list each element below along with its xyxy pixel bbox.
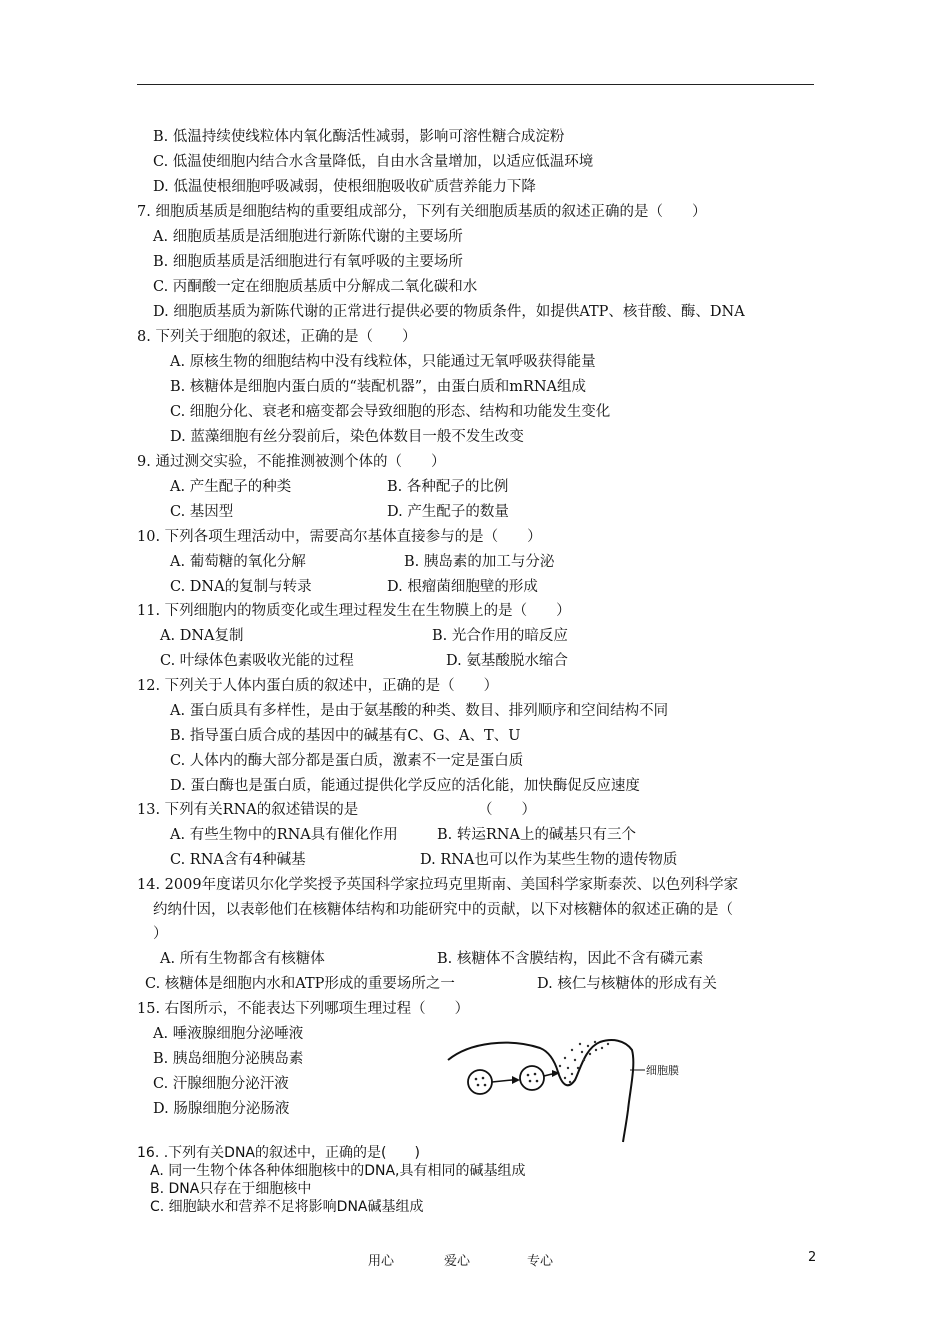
page-number: 2 [808,1250,817,1265]
cell-membrane-outline [448,1040,633,1142]
secretion-diagram [440,1030,679,1142]
text-line: B. 细胞质基质是活细胞进行有氧呼吸的主要场所 [153,254,463,270]
text-line: C. 人体内的酶大部分都是蛋白质，激素不一定是蛋白质 [170,753,524,769]
text-line: C. 低温使细胞内结合水含量降低，自由水含量增加，以适应低温环境 [153,154,594,170]
text-line: 7. 细胞质基质是细胞结构的重要组成部分，下列有关细胞质基质的叙述正确的是（ ） [137,204,707,220]
text-line: C. 叶绿体色素吸收光能的过程 [160,653,354,669]
membrane-label: 细胞膜 [646,1064,679,1077]
arrow-1 [492,1080,512,1082]
text-line: 16. .下列有关DNA的叙述中，正确的是( ) [137,1145,420,1161]
text-line: C. 核糖体是细胞内水和ATP形成的重要场所之一 [145,976,455,992]
text-line: A. 唾液腺细胞分泌唾液 [153,1026,304,1042]
text-line: A. 同一生物个体各种体细胞核中的DNA,具有相同的碱基组成 [150,1163,526,1179]
text-line: D. 产生配子的数量 [387,504,509,520]
secreted-material [559,1041,609,1083]
text-line: C. 细胞缺水和营养不足将影响DNA碱基组成 [150,1199,424,1215]
text-line: B. 指导蛋白质合成的基因中的碱基有C、G、A、T、U [170,728,521,744]
text-line: D. 氨基酸脱水缩合 [446,653,568,669]
text-line: A. 产生配子的种类 [170,479,292,495]
text-line: D. 核仁与核糖体的形成有关 [537,976,717,992]
arrow-2 [544,1074,552,1076]
text-line: 12. 下列关于人体内蛋白质的叙述中，正确的是（ ） [137,678,499,694]
text-line: D. 肠腺细胞分泌肠液 [153,1101,290,1117]
text-line: A. 蛋白质具有多样性，是由于氨基酸的种类、数目、排列顺序和空间结构不同 [170,703,669,719]
text-line: D. 蓝藻细胞有丝分裂前后，染色体数目一般不发生改变 [170,429,524,445]
text-line: B. 胰岛素的加工与分泌 [404,554,555,570]
text-line: D. 根瘤菌细胞壁的形成 [387,579,538,595]
text-line: B. 转运RNA上的碱基只有三个 [437,827,636,843]
vesicle-1 [468,1070,492,1094]
text-line: D. 细胞质基质为新陈代谢的正常进行提供必要的物质条件，如提供ATP、核苷酸、酶、DNA [153,304,745,320]
text-line: D. RNA也可以作为某些生物的遗传物质 [420,852,678,868]
text-line: C. RNA含有4种碱基 [170,852,306,868]
text-line: C. 汗腺细胞分泌汗液 [153,1076,289,1092]
text-line: B. 各种配子的比例 [387,479,509,495]
text-line: 11. 下列细胞内的物质变化或生理过程发生在生物膜上的是（ ） [137,603,571,619]
text-line: D. 蛋白酶也是蛋白质，能通过提供化学反应的活化能，加快酶促反应速度 [170,778,640,794]
text-line: 15. 右图所示，不能表达下列哪项生理过程（ ） [137,1001,470,1017]
footer-right: 专心 [527,1254,554,1269]
text-line: ） [153,926,168,942]
text-line: 13. 下列有关RNA的叙述错误的是 [137,802,359,818]
text-line: A. 所有生物都含有核糖体 [160,951,325,967]
header-rule [137,84,814,85]
text-line: 约纳什因，以表彰他们在核糖体结构和功能研究中的贡献，以下对核糖体的叙述正确的是（ [153,902,733,918]
text-line: A. DNA复制 [160,628,244,644]
text-line: D. 低温使根细胞呼吸减弱，使根细胞吸收矿质营养能力下降 [153,179,536,195]
text-line: B. 胰岛细胞分泌胰岛素 [153,1051,304,1067]
text-line: B. DNA只存在于细胞核中 [150,1181,312,1197]
text-line: B. 核糖体是细胞内蛋白质的“装配机器”，由蛋白质和mRNA组成 [170,379,587,395]
text-line: 10. 下列各项生理活动中，需要高尔基体直接参与的是（ ） [137,529,542,545]
text-line: A. 有些生物中的RNA具有催化作用 [170,827,398,843]
text-line: B. 低温持续使线粒体内氧化酶活性减弱，影响可溶性糖合成淀粉 [153,129,565,145]
footer-middle: 爱心 [444,1254,471,1269]
text-line: B. 光合作用的暗反应 [432,628,568,644]
vesicle-2 [520,1066,544,1090]
text-line: A. 细胞质基质是活细胞进行新陈代谢的主要场所 [153,229,463,245]
text-line: 9. 通过测交实验，不能推测被测个体的（ ） [137,454,446,470]
text-line: 14. 2009年度诺贝尔化学奖授予英国科学家拉玛克里斯南、美国科学家斯泰茨、以色列科学家 [137,877,739,893]
text-line: A. 原核生物的细胞结构中没有线粒体，只能通过无氧呼吸获得能量 [170,354,596,370]
text-line: C. 丙酮酸一定在细胞质基质中分解成二氧化碳和水 [153,279,478,295]
text-line: A. 葡萄糖的氧化分解 [170,554,306,570]
footer-left: 用心 [368,1254,395,1269]
text-line: （ ） [478,802,536,818]
text-line: C. 细胞分化、衰老和癌变都会导致细胞的形态、结构和功能发生变化 [170,404,611,420]
text-line: C. 基因型 [170,504,234,520]
text-line: 8. 下列关于细胞的叙述，正确的是（ ） [137,329,417,345]
text-line: C. DNA的复制与转录 [170,579,312,595]
text-line: B. 核糖体不含膜结构，因此不含有磷元素 [437,951,704,967]
